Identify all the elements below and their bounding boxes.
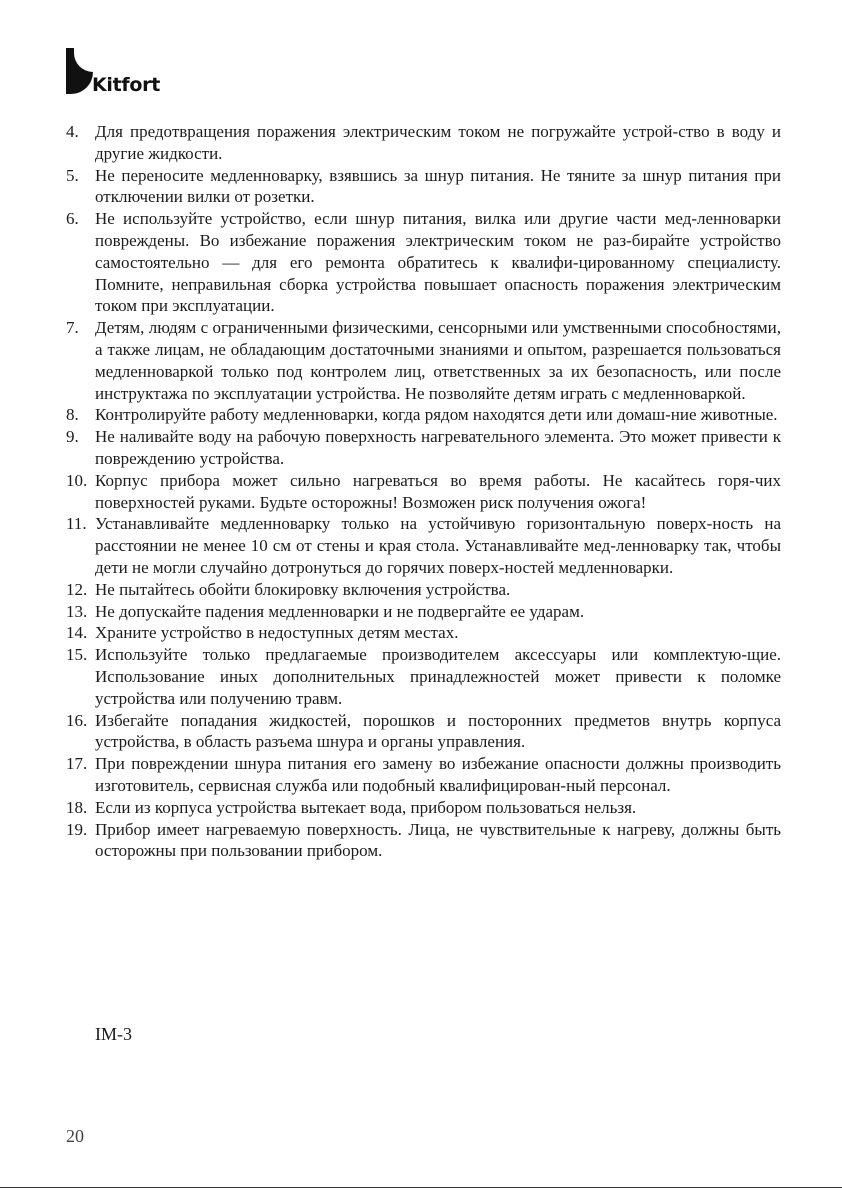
item-number: 8. bbox=[66, 405, 79, 425]
item-number: 15. bbox=[66, 645, 88, 665]
item-text: Не используйте устройство, если шнур питания, вилка или другие части мед-ленноварки повреждены. Во избежание поражения электрическим током не раз-бирайте устройство самостоятельно — для его ремонта обратитесь к квалифи-цированному специалисту. Помните, неправильная сборка устройства повышает опасность поражения электрическим током при эксплуатации. bbox=[95, 209, 781, 316]
list-item bbox=[66, 622, 781, 644]
item-number: 19. bbox=[66, 819, 88, 839]
item-text: Для предотвращения поражения электрическим током не погружайте устрой-ство в воду и другие жидкости. bbox=[95, 122, 781, 163]
item-text: Не переносите медленноварку, взявшись за шнур питания. Не тяните за шнур питания при отключении вилки от розетки. bbox=[95, 165, 781, 207]
item-number: 13. bbox=[66, 601, 88, 621]
item-text: Не допускайте падения медленноварки и не подвергайте ее ударам. bbox=[95, 601, 585, 621]
item-text: Прибор имеет нагреваемую поверхность. Лица, не чувствительные к нагреву, должны быть осторожны при пользовании прибором. bbox=[95, 819, 781, 861]
page-number: 20 bbox=[66, 1126, 84, 1146]
item-number: 11. bbox=[66, 514, 87, 534]
list-item bbox=[66, 644, 781, 709]
item-number: 6. bbox=[66, 209, 79, 229]
list-item bbox=[66, 208, 781, 317]
list-item bbox=[66, 317, 781, 404]
list-item bbox=[66, 513, 781, 578]
item-number: 7. bbox=[66, 318, 79, 338]
item-text: Не пытайтесь обойти блокировку включения устройства. bbox=[95, 579, 511, 599]
list-item bbox=[66, 470, 781, 514]
list-item bbox=[66, 404, 781, 426]
item-number: 17. bbox=[66, 754, 88, 774]
list-item bbox=[66, 710, 781, 754]
item-text: Устанавливайте медленноварку только на устойчивую горизонтальную поверх-ность на расстоянии не менее 10 см от стены и края стола. Устанавливайте мед-ленноварку так, чтобы дети не могли случайно дотронуться до горячих поверх-ностей медленноварки. bbox=[95, 514, 781, 577]
item-text: Корпус прибора может сильно нагреваться во время работы. Не касайтесь горя-чих поверхностей руками. Будьте осторожны! Возможен риск получения ожога! bbox=[95, 470, 781, 512]
safety-instructions-list bbox=[66, 121, 781, 862]
list-item bbox=[66, 426, 781, 470]
item-text: Детям, людям с ограниченными физическими, сенсорными или умственными способностями, а также лицам, не обладающим достаточными знаниями и опытом, разрешается пользоваться медленноваркой только под контролем лиц, ответственных за их безопасность, или после инструктажа по эксплуатации устройства. Не позволяйте детям играть с медленноваркой. bbox=[95, 318, 781, 403]
item-text: Не наливайте воду на рабочую поверхность нагревательного элемента. Это может привести к повреждению устройства. bbox=[95, 427, 781, 468]
item-text: Используйте только предлагаемые производителем аксессуары или комплектую-щие. Использование иных дополнительных принадлежностей может привести к поломке устройства или получению травм. bbox=[95, 645, 781, 708]
list-item bbox=[66, 165, 781, 209]
list-item bbox=[66, 819, 781, 863]
item-text: Избегайте попадания жидкостей, порошков и посторонних предметов внутрь корпуса устройства, в область разъема шнура и органы управления. bbox=[95, 710, 781, 752]
item-number: 12. bbox=[66, 579, 88, 599]
item-text: При повреждении шнура питания его замену во избежание опасности должны производить изготовитель, сервисная служба или подобный квалифицирован-ный персонал. bbox=[95, 754, 781, 795]
list-item bbox=[66, 797, 781, 819]
bottom-divider bbox=[0, 1187, 842, 1188]
list-item bbox=[66, 753, 781, 797]
item-number: 4. bbox=[66, 122, 79, 141]
kitfort-logo bbox=[66, 48, 186, 100]
document-code: IM-3 bbox=[95, 1024, 132, 1044]
list-item bbox=[66, 121, 781, 165]
item-text: Храните устройство в недоступных детям местах. bbox=[95, 623, 459, 643]
brand-name: Kitfort bbox=[92, 74, 160, 96]
item-number: 9. bbox=[66, 427, 79, 447]
kitfort-logo-icon bbox=[66, 48, 93, 94]
list-item bbox=[66, 579, 781, 601]
item-number: 10. bbox=[66, 470, 88, 490]
item-number: 18. bbox=[66, 797, 88, 817]
item-text: Если из корпуса устройства вытекает вода, прибором пользоваться нельзя. bbox=[95, 797, 637, 817]
list-item bbox=[66, 601, 781, 623]
item-number: 5. bbox=[66, 165, 79, 185]
item-number: 14. bbox=[66, 623, 88, 643]
item-number: 16. bbox=[66, 710, 88, 730]
item-text: Контролируйте работу медленноварки, когда рядом находятся дети или домаш-ние животные. bbox=[95, 405, 778, 425]
